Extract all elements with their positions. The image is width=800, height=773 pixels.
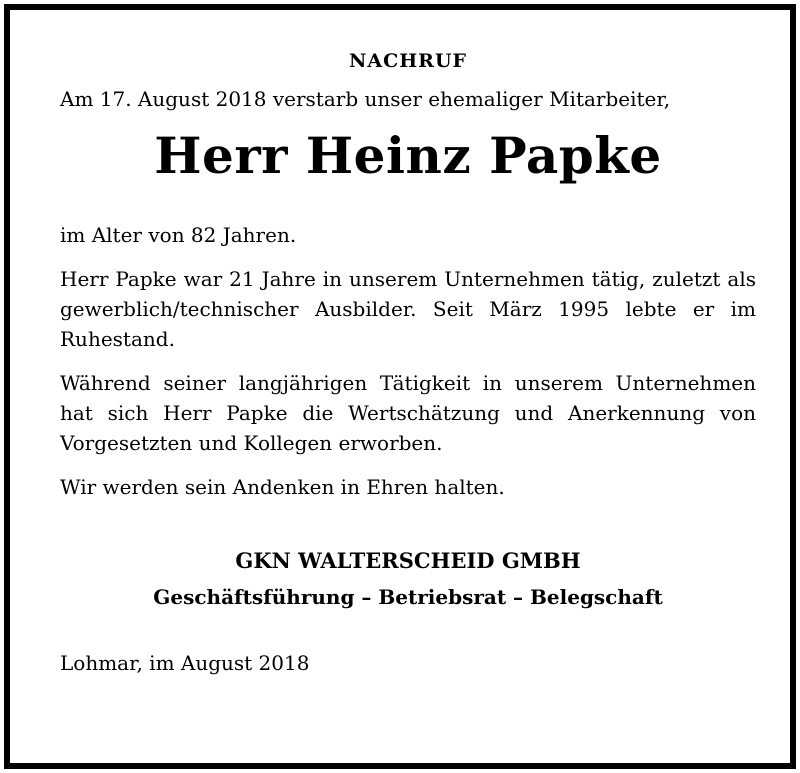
career-text: Herr Papke war 21 Jahre in unserem Unternehmen tätig, zuletzt als gewerblich/technischer Ausbilder. Seit März 1995 lebte er im Ruhestand. [60, 267, 756, 351]
obituary-content [60, 50, 756, 678]
departments-line: Geschäftsführung – Betriebsrat – Belegschaft [153, 585, 663, 609]
remembrance-text: Wir werden sein Andenken in Ehren halten. [60, 475, 505, 499]
obituary-heading: NACHRUF [348, 50, 468, 72]
intro-text: Am 17. August 2018 verstarb unser ehemaliger Mitarbeiter, [60, 87, 671, 111]
appreciation-text: Während seiner langjährigen Tätigkeit in unserem Unternehmen hat sich Herr Papke die Wertschätzung und Anerkennung von Vorgesetzten und Kollegen erworben. [60, 371, 756, 455]
obituary-frame [4, 4, 796, 769]
age-text: im Alter von 82 Jahren. [60, 223, 297, 247]
deceased-name: Herr Heinz Papke [154, 126, 662, 185]
place-date: Lohmar, im August 2018 [60, 651, 310, 675]
company-name: GKN WALTERSCHEID GMBH [235, 548, 581, 573]
